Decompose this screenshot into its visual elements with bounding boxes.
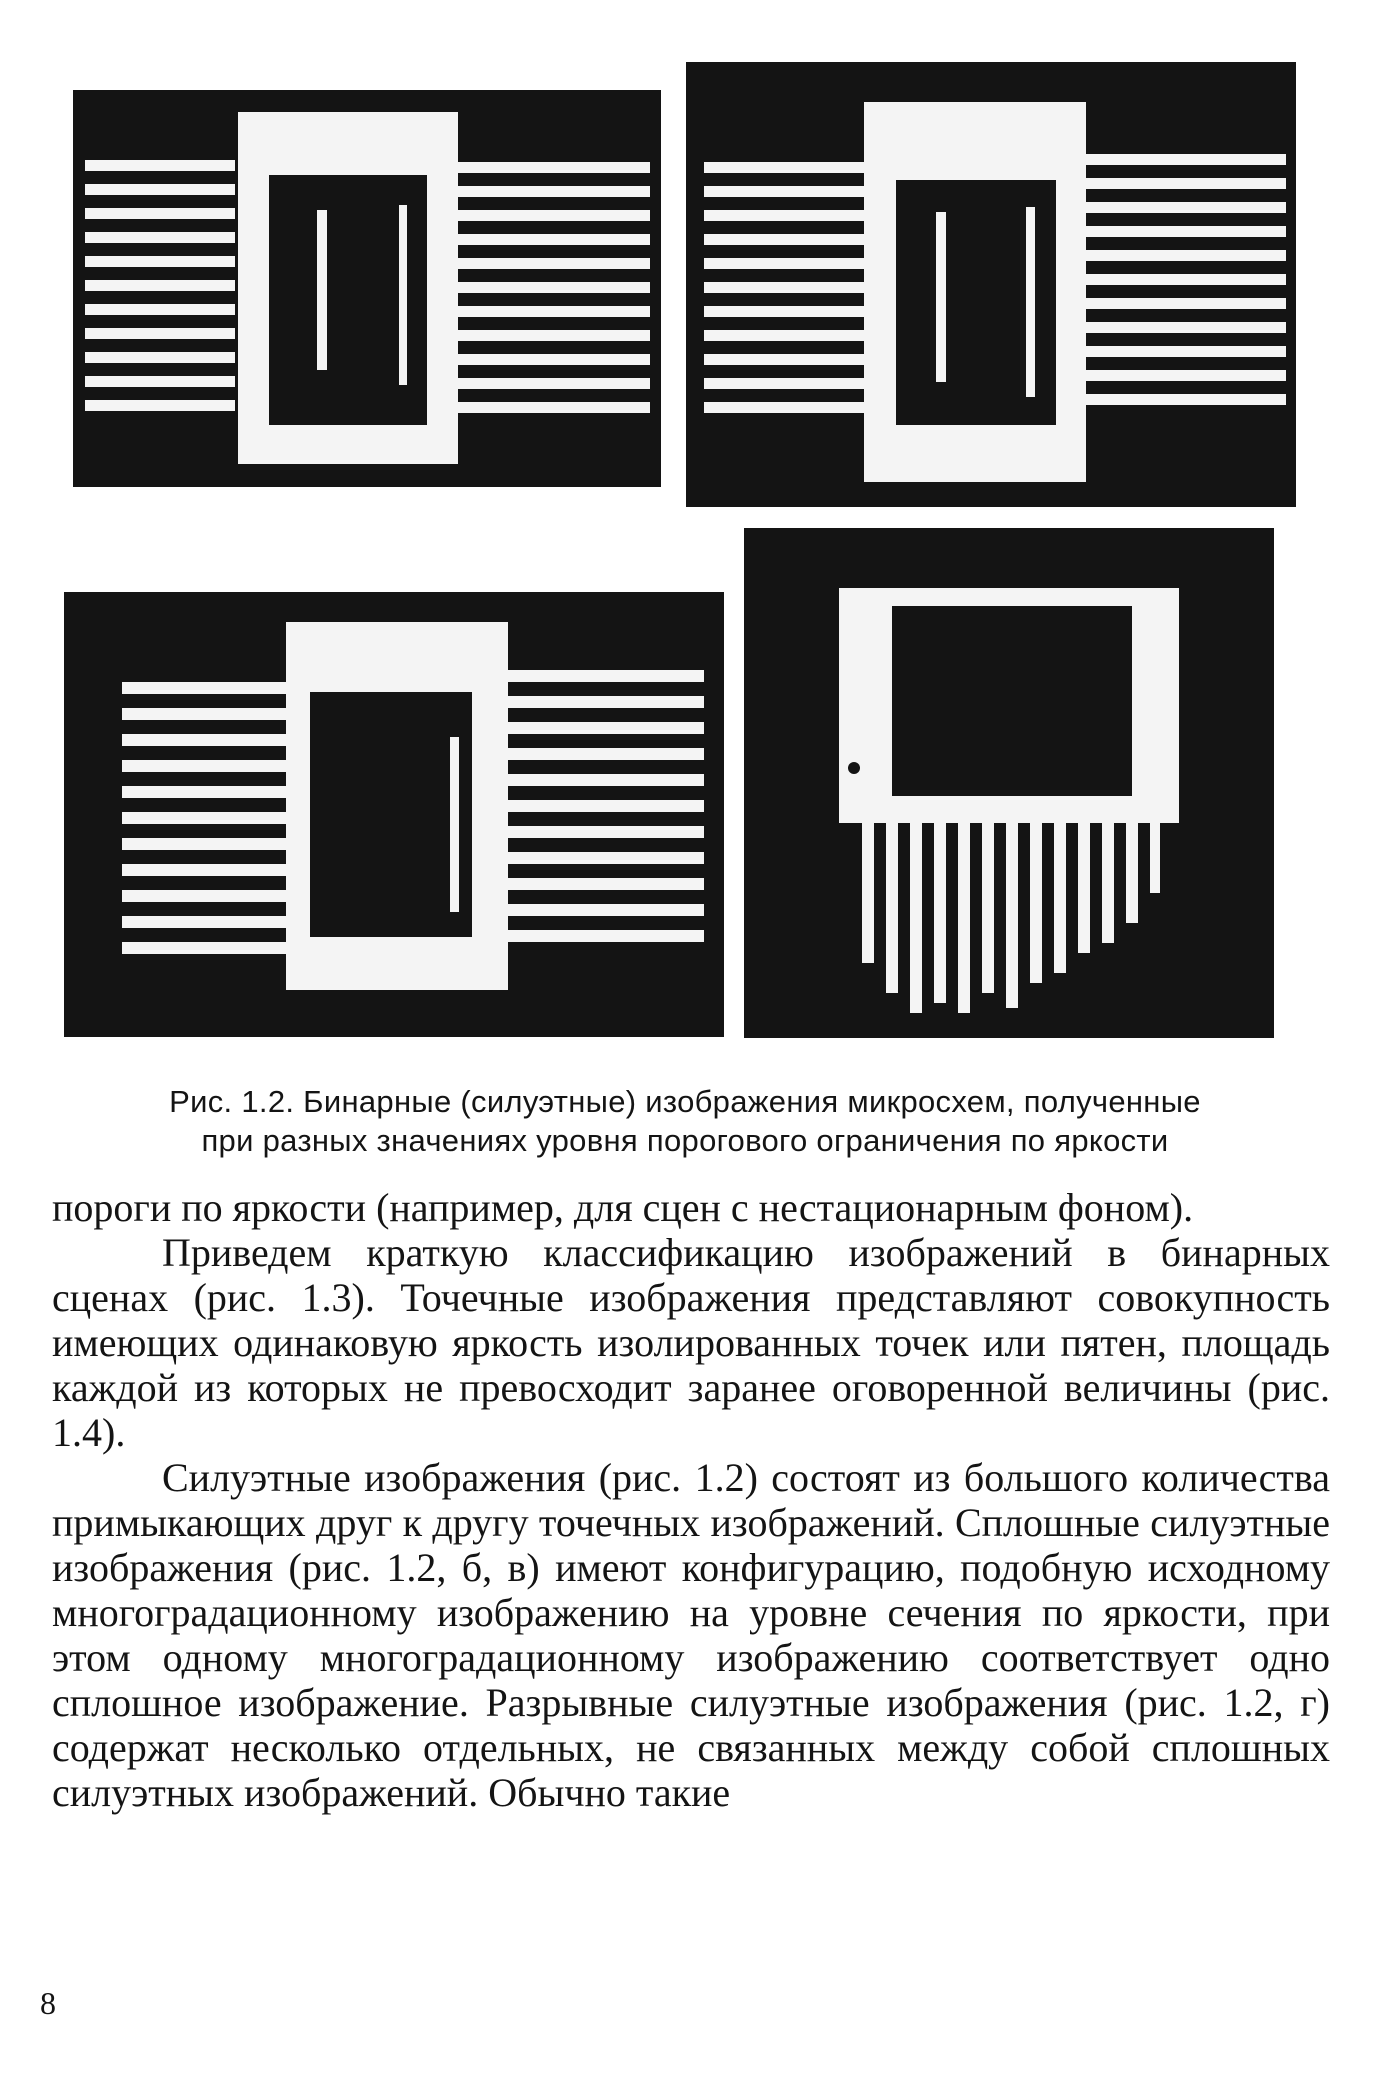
binary-image-a xyxy=(73,90,661,487)
binary-image-b xyxy=(686,62,1296,507)
figure-caption xyxy=(60,1082,1310,1160)
binary-image-d xyxy=(744,528,1274,1038)
page-number: 8 xyxy=(40,1985,56,2021)
paragraph-1: пороги по яркости (например, для сцен с нестационарным фоном). xyxy=(52,1185,1194,1230)
caption-line-2: при разных значениях уровня порогового ограничения по яркости xyxy=(201,1123,1169,1158)
caption-line-1: Рис. 1.2. Бинарные (силуэтные) изображения микросхем, полученные xyxy=(169,1084,1201,1119)
body-text xyxy=(52,1185,1330,1815)
paragraph-3: Силуэтные изображения (рис. 1.2) состоят из большого количества примыкающих друг к другу точечных изображений. Сплошные силуэтные изображения (рис. 1.2, б, в) имеют конфигурацию, подобную исходному многоградационному изображению на уровне сечения по яркости, при этом одному многоградационному изображению соответствует одно сплошное изображение. Разрывные силуэтные изображения (рис. 1.2, г) содержат несколько отдельных, не связанных между собой сплошных силуэтных изображений. Обычно такие xyxy=(52,1455,1330,1815)
paragraph-2: Приведем краткую классификацию изображений в бинарных сценах (рис. 1.3). Точечные изображения представляют совокупность имеющих одинаковую яркость изолированных точек или пятен, площадь каждой из которых не превосходит заранее оговоренной величины (рис. 1.4). xyxy=(52,1230,1330,1455)
binary-image-c xyxy=(64,592,724,1037)
